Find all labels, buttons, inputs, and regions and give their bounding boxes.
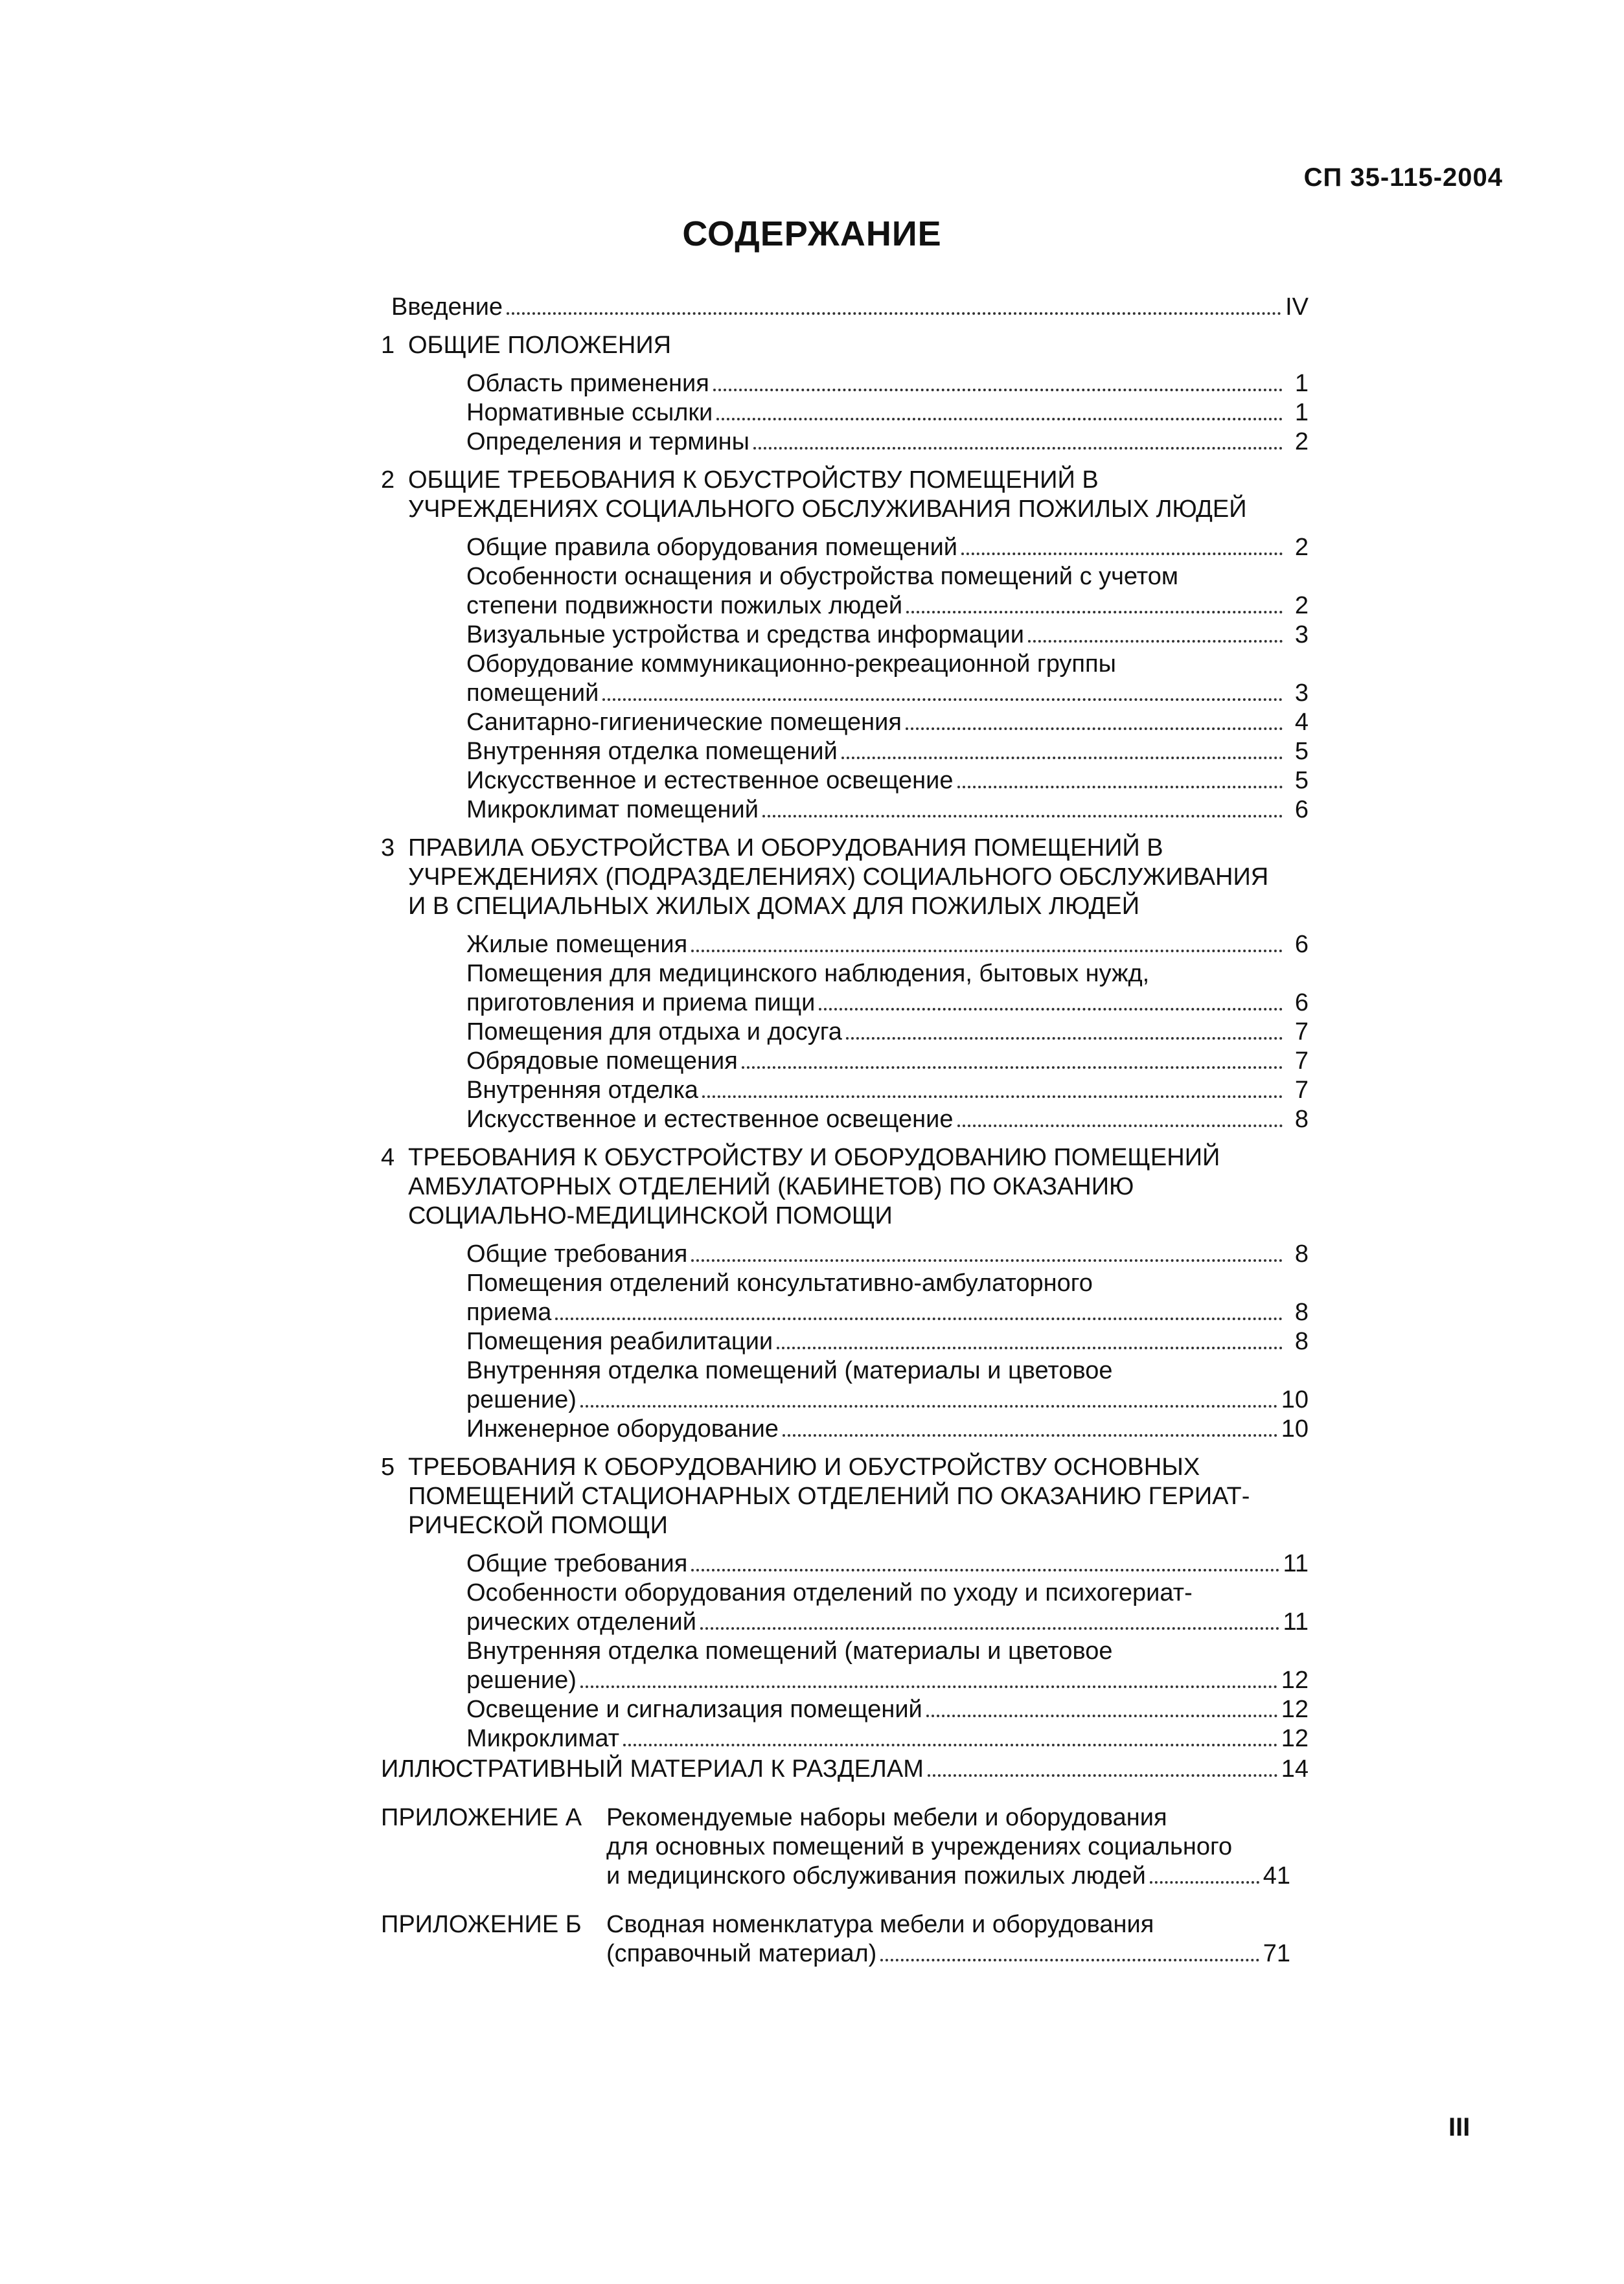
section-heading[interactable] (381, 1453, 1309, 1540)
toc-entry-line: Рекомендуемые наборы мебели и оборудования (606, 1804, 1167, 1831)
toc-entry[interactable] (466, 1356, 1309, 1415)
subsection-list (466, 533, 1309, 825)
toc-entry-page: 14 (1281, 1755, 1309, 1783)
section-number: 1 (381, 332, 395, 359)
toc-entry-page: 11 (1283, 1608, 1309, 1636)
toc-entry-last-line (466, 1695, 1309, 1724)
toc-section-2 (381, 466, 1309, 825)
toc-entry-page: 7 (1294, 1047, 1309, 1075)
section-title-line: ТРЕБОВАНИЯ К ОБОРУДОВАНИЮ И ОБУСТРОЙСТВУ ОСНОВНЫХ (408, 1454, 1200, 1481)
toc-entry-page: 10 (1281, 1415, 1309, 1443)
section-title (408, 466, 1309, 524)
toc-entry-title: Микроклимат (466, 1725, 620, 1752)
toc-entry-line: Помещения для медицинского наблюдения, бытовых нужд, (466, 960, 1150, 987)
toc-entry-page: 4 (1294, 709, 1309, 736)
toc-entry-last-line (466, 1724, 1309, 1753)
dot-leader (762, 815, 1283, 817)
appendix-body (606, 1910, 1309, 1969)
subsection-list (466, 369, 1309, 457)
dot-leader (783, 1434, 1277, 1437)
toc-entry-title: Область применения (466, 370, 709, 397)
toc-entry-page: 5 (1294, 767, 1309, 794)
section-title-line: И В СПЕЦИАЛЬНЫХ ЖИЛЫХ ДОМАХ ДЛЯ ПОЖИЛЫХ ЛЮДЕЙ (408, 893, 1140, 920)
dot-leader (713, 389, 1283, 391)
toc-entry-last-line (466, 988, 1309, 1018)
dot-leader (926, 1715, 1277, 1717)
toc-entry-page: 8 (1294, 1106, 1309, 1133)
toc-entry-title: Искусственное и естественное освещение (466, 1106, 954, 1133)
toc-entry-last-line (466, 1076, 1309, 1105)
toc-entry-last-line (466, 1105, 1309, 1134)
toc-entry-last-line (466, 930, 1309, 959)
document-code: СП 35-115-2004 (1303, 163, 1503, 192)
toc-entry-page: 5 (1294, 738, 1309, 765)
toc-entry-last-line (466, 369, 1309, 398)
section-title (408, 331, 1309, 360)
toc-entry-title: Помещения реабилитации (466, 1328, 773, 1355)
dot-leader (906, 727, 1283, 730)
toc-entry-title: Общие требования (466, 1240, 688, 1268)
dot-leader (602, 698, 1283, 701)
toc-entry-last-line (466, 795, 1309, 825)
toc-entry-title: Искусственное и естественное освещение (466, 767, 954, 794)
toc-entry[interactable] (466, 1724, 1309, 1753)
toc-entry-page: 8 (1294, 1240, 1309, 1268)
toc-entry-line: Оборудование коммуникационно-рекреационной группы (466, 650, 1116, 678)
toc-entry-page: 6 (1294, 931, 1309, 958)
section-heading[interactable] (381, 1143, 1309, 1231)
appendices-list (381, 1803, 1309, 1969)
toc-entry-last-line (466, 1018, 1309, 1047)
toc-section-1 (381, 331, 1309, 457)
section-title-line: АМБУЛАТОРНЫХ ОТДЕЛЕНИЙ (КАБИНЕТОВ) ПО ОКАЗАНИЮ (408, 1173, 1134, 1200)
dot-leader (819, 1008, 1283, 1011)
toc-entry-title: приема (466, 1299, 552, 1326)
toc-entry-line: Помещения отделений консультативно-амбулаторного (466, 1270, 1093, 1297)
section-title-line: УЧРЕЖДЕНИЯХ СОЦИАЛЬНОГО ОБСЛУЖИВАНИЯ ПОЖИЛЫХ ЛЮДЕЙ (408, 496, 1247, 523)
section-title-line: РИЧЕСКОЙ ПОМОЩИ (408, 1512, 668, 1539)
section-title-line: ОБЩИЕ ПОЛОЖЕНИЯ (408, 332, 672, 359)
toc-entry-line: Внутренняя отделка помещений (материалы и цветовое (466, 1638, 1113, 1665)
section-title (408, 834, 1309, 921)
toc-entry[interactable] (466, 930, 1309, 959)
appendix-body (606, 1803, 1309, 1891)
toc-entry[interactable] (466, 1018, 1309, 1047)
dot-leader (957, 1125, 1283, 1127)
toc-entry-page: 3 (1294, 679, 1309, 707)
toc-entry-page: 71 (1263, 1940, 1290, 1967)
appendix-label: ПРИЛОЖЕНИЕ А (381, 1804, 582, 1831)
section-number: 2 (381, 466, 395, 494)
dot-leader (846, 1037, 1283, 1040)
toc-entry-page: 1 (1294, 399, 1309, 426)
toc-entry-line: для основных помещений в учреждениях социального (606, 1833, 1233, 1860)
toc-entry-last-line (466, 1240, 1309, 1269)
toc-entry-page: 8 (1294, 1328, 1309, 1355)
toc-entry-last-line (466, 533, 1309, 562)
toc-entry[interactable] (466, 1105, 1309, 1134)
section-title-line: УЧРЕЖДЕНИЯХ (ПОДРАЗДЕЛЕНИЯХ) СОЦИАЛЬНОГО ОБСЛУЖИВАНИЯ (408, 863, 1269, 891)
toc-entry-last-line (466, 1386, 1309, 1415)
toc-entry[interactable] (466, 1047, 1309, 1076)
section-title-line: ОБЩИЕ ТРЕБОВАНИЯ К ОБУСТРОЙСТВУ ПОМЕЩЕНИЙ В (408, 466, 1099, 494)
toc-entry-last-line (466, 1415, 1309, 1444)
toc-entry-title: помещений (466, 679, 599, 707)
toc-entry-page: 10 (1281, 1386, 1309, 1413)
toc-entry[interactable] (466, 1240, 1309, 1269)
toc-entry-title: решение) (466, 1386, 577, 1413)
toc-appendix[interactable] (381, 1910, 1309, 1969)
toc-entry-title: рических отделений (466, 1608, 696, 1636)
section-title-line: ТРЕБОВАНИЯ К ОБУСТРОЙСТВУ И ОБОРУДОВАНИЮ ПОМЕЩЕНИЙ (408, 1144, 1220, 1171)
dot-leader (623, 1744, 1277, 1746)
page-number: III (1448, 2113, 1470, 2141)
toc-entry-title: Общие требования (466, 1550, 688, 1577)
toc-entry-title: Визуальные устройства и средства информации (466, 621, 1025, 648)
section-heading[interactable] (381, 466, 1309, 524)
subsection-list (466, 930, 1309, 1134)
toc-entry[interactable] (466, 1269, 1309, 1327)
toc-entry-page: 11 (1283, 1550, 1309, 1577)
toc-entry-title: и медицинского обслуживания пожилых людей (606, 1862, 1146, 1890)
toc-entry[interactable] (466, 562, 1309, 621)
toc-entry-page: 12 (1281, 1696, 1309, 1723)
toc-entry-title: Инженерное оборудование (466, 1415, 779, 1443)
toc-entry[interactable] (466, 1327, 1309, 1356)
toc-entry-last-line (466, 1298, 1309, 1327)
toc-entry[interactable] (466, 1579, 1309, 1637)
toc-entry-page: 8 (1294, 1299, 1309, 1326)
toc-entry-page: 7 (1294, 1077, 1309, 1104)
toc-section-5 (381, 1453, 1309, 1753)
toc-entry-last-line (466, 1608, 1309, 1637)
toc-entry[interactable] (466, 1076, 1309, 1105)
toc-entry-page: 6 (1294, 989, 1309, 1016)
toc-entry-title: Введение (391, 293, 503, 321)
dot-leader (928, 1774, 1277, 1777)
dot-leader (580, 1685, 1277, 1688)
toc-entry[interactable] (466, 737, 1309, 766)
toc-entry[interactable] (466, 1549, 1309, 1579)
subsection-list (466, 1549, 1309, 1753)
toc-entry-intro[interactable] (391, 293, 1309, 322)
toc-entry[interactable] (606, 1910, 1290, 1969)
toc-entry-last-line (466, 1047, 1309, 1076)
dot-leader (777, 1347, 1283, 1349)
toc-entry-title: ИЛЛЮСТРАТИВНЫЙ МАТЕРИАЛ К РАЗДЕЛАМ (381, 1755, 924, 1783)
dot-leader (716, 418, 1283, 420)
toc-entry-title: Нормативные ссылки (466, 399, 713, 426)
toc-entry-last-line (466, 621, 1309, 650)
toc-entry[interactable] (466, 959, 1309, 1018)
toc-entry-line: Особенности оборудования отделений по уходу и психогериат- (466, 1579, 1193, 1606)
table-of-contents (381, 293, 1309, 1969)
section-heading[interactable] (381, 834, 1309, 921)
toc-entry-page: 3 (1294, 621, 1309, 648)
dot-leader (1028, 640, 1283, 643)
toc-entry[interactable] (466, 1637, 1309, 1695)
toc-entry-last-line (466, 1666, 1309, 1695)
sections-list (381, 331, 1309, 1753)
toc-entry-page: 2 (1294, 428, 1309, 455)
toc-entry-page: 12 (1281, 1667, 1309, 1694)
toc-entry-last-line (466, 1549, 1309, 1579)
toc-entry[interactable] (466, 650, 1309, 708)
toc-appendix[interactable] (381, 1803, 1309, 1891)
toc-entry-title: Внутренняя отделка помещений (466, 738, 838, 765)
toc-entry[interactable] (466, 533, 1309, 562)
toc-entry[interactable] (466, 621, 1309, 650)
toc-entry-last-line (466, 428, 1309, 457)
dot-leader (742, 1066, 1283, 1069)
toc-entry[interactable] (466, 428, 1309, 457)
toc-entry-illustrative[interactable] (381, 1755, 1309, 1784)
toc-entry-last-line (606, 1862, 1290, 1891)
section-title (408, 1143, 1309, 1231)
toc-entry[interactable] (466, 708, 1309, 737)
toc-entry-page: 2 (1294, 534, 1309, 561)
dot-leader (906, 611, 1283, 613)
toc-entry-last-line (466, 398, 1309, 428)
toc-entry-title: решение) (466, 1667, 577, 1694)
toc-entry-title: Обрядовые помещения (466, 1047, 738, 1075)
toc-entry-title: Общие правила оборудования помещений (466, 534, 958, 561)
toc-section-3 (381, 834, 1309, 1134)
section-title (408, 1453, 1309, 1540)
dot-leader (841, 757, 1283, 759)
toc-entry-title: Помещения для отдыха и досуга (466, 1018, 842, 1045)
toc-entry-title: Микроклимат помещений (466, 796, 759, 823)
dot-leader (691, 1259, 1283, 1262)
toc-entry-title: Освещение и сигнализация помещений (466, 1696, 922, 1723)
toc-entry-title: Определения и термины (466, 428, 749, 455)
toc-entry[interactable] (466, 795, 1309, 825)
toc-entry-title: приготовления и приема пищи (466, 989, 816, 1016)
toc-entry-title: Внутренняя отделка (466, 1077, 698, 1104)
dot-leader (957, 786, 1283, 788)
toc-entry-last-line (466, 679, 1309, 708)
dot-leader (700, 1627, 1279, 1630)
toc-entry-last-line (466, 766, 1309, 795)
dot-leader (555, 1318, 1283, 1320)
toc-entry-last-line (466, 708, 1309, 737)
toc-entry[interactable] (466, 1415, 1309, 1444)
toc-entry-title: степени подвижности пожилых людей (466, 592, 903, 619)
toc-entry-last-line (466, 591, 1309, 621)
dot-leader (753, 447, 1283, 450)
toc-entry-line: Сводная номенклатура мебели и оборудования (606, 1911, 1154, 1938)
toc-entry-last-line (466, 737, 1309, 766)
toc-entry-page: 12 (1281, 1725, 1309, 1752)
section-title-line: СОЦИАЛЬНО-МЕДИЦИНСКОЙ ПОМОЩИ (408, 1202, 893, 1229)
toc-entry[interactable] (466, 766, 1309, 795)
toc-entry-page: 7 (1294, 1018, 1309, 1045)
toc-entry[interactable] (466, 398, 1309, 428)
toc-section-4 (381, 1143, 1309, 1444)
toc-entry[interactable] (466, 1695, 1309, 1724)
toc-entry[interactable] (466, 369, 1309, 398)
toc-entry-last-line (466, 1327, 1309, 1356)
section-title-line: ПРАВИЛА ОБУСТРОЙСТВА И ОБОРУДОВАНИЯ ПОМЕЩЕНИЙ В (408, 834, 1163, 862)
subsection-list (466, 1240, 1309, 1444)
appendix-label: ПРИЛОЖЕНИЕ Б (381, 1911, 582, 1938)
dot-leader (961, 553, 1283, 555)
page-title: СОДЕРЖАНИЕ (682, 214, 942, 253)
toc-entry-page: 1 (1294, 370, 1309, 397)
toc-entry-page: 41 (1263, 1862, 1290, 1890)
section-heading[interactable] (381, 331, 1309, 360)
dot-leader (691, 950, 1283, 952)
section-number: 3 (381, 834, 395, 862)
toc-entry[interactable] (606, 1803, 1290, 1891)
section-number: 4 (381, 1144, 395, 1171)
toc-entry-page: 6 (1294, 796, 1309, 823)
toc-entry-line: Особенности оснащения и обустройства помещений с учетом (466, 563, 1179, 590)
toc-entry-page: IV (1285, 293, 1309, 321)
dot-leader (880, 1959, 1259, 1961)
toc-entry-title: Санитарно-гигиенические помещения (466, 709, 902, 736)
toc-entry-last-line (606, 1939, 1290, 1969)
toc-entry-title: Жилые помещения (466, 931, 688, 958)
toc-entry-page: 2 (1294, 592, 1309, 619)
dot-leader (702, 1095, 1283, 1098)
dot-leader (580, 1405, 1277, 1408)
dot-leader (507, 312, 1281, 315)
section-number: 5 (381, 1454, 395, 1481)
toc-entry-line: Внутренняя отделка помещений (материалы и цветовое (466, 1357, 1113, 1384)
dot-leader (1150, 1881, 1259, 1884)
toc-entry-title: (справочный материал) (606, 1940, 877, 1967)
dot-leader (691, 1569, 1279, 1571)
section-title-line: ПОМЕЩЕНИЙ СТАЦИОНАРНЫХ ОТДЕЛЕНИЙ ПО ОКАЗАНИЮ ГЕРИАТ- (408, 1483, 1250, 1510)
